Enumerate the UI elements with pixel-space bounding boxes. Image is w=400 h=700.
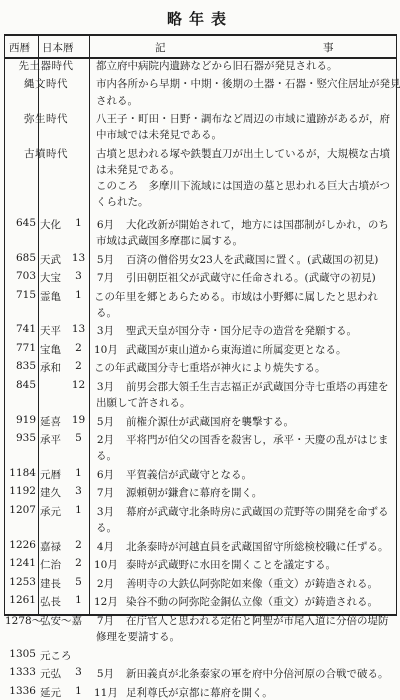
era-name: 元弘 (40, 668, 61, 680)
event-text: 前権介源仕が武蔵国府を襲撃する。 (126, 415, 294, 428)
event-text: 北条泰時が河越直員を武蔵国留守所総検校職に任ずる。 (126, 540, 389, 553)
era-year: 3 (75, 270, 82, 282)
event-month: 6月 (96, 468, 114, 481)
era-year: 5 (75, 575, 82, 588)
western-year: 935 (15, 432, 36, 445)
western-year: 1226 (9, 538, 36, 551)
western-year: 703 (15, 270, 36, 282)
event-month: 2月 (96, 577, 114, 590)
header-japanese-era: 日本暦 (42, 42, 74, 54)
event-text: る。 (96, 306, 117, 319)
era-year: 1 (75, 288, 82, 301)
western-year: 645 (15, 216, 36, 229)
event-month: 3月 (96, 325, 114, 338)
event-month: 3月 (96, 505, 114, 518)
event-month: 5月 (96, 253, 114, 266)
event-month: 6月 (96, 218, 114, 231)
event-text: 大化改新が開始されて，地方には国郡制がしかれ，のち (126, 218, 389, 231)
era-year: 1 (75, 503, 82, 516)
event-text: 市内各所から早期・中期・後期の土器・石器・竪穴住居址が発見 (96, 78, 400, 91)
period-name: 古墳時代 (24, 147, 68, 160)
western-year: 1305 (9, 647, 36, 660)
era-name: 霊亀 (40, 290, 61, 303)
western-year: 1192 (9, 485, 36, 498)
chronology-table (4, 34, 400, 699)
era-name: 延元 (40, 686, 61, 699)
event-month: 7月 (96, 272, 114, 284)
era-name: 元暦 (40, 468, 61, 481)
western-year: 771 (15, 341, 36, 354)
event-text: る。 (96, 450, 117, 463)
era-name: 承平 (40, 434, 61, 447)
western-year: 1333 (9, 666, 36, 678)
western-year: 1207 (9, 503, 36, 516)
event-text: 市域は武蔵国多摩郡に属する。 (96, 234, 243, 247)
event-text: る。 (96, 522, 117, 535)
period-name: 縄文時代 (24, 78, 68, 91)
header-western-year: 西暦 (9, 42, 30, 54)
era-name: 弘長 (40, 596, 61, 609)
era-year: 1 (75, 684, 82, 697)
era-name: 弘安～嘉 (40, 614, 82, 627)
era-year: 2 (75, 341, 82, 354)
era-year: 1 (75, 594, 82, 607)
event-month: 10月 (94, 343, 118, 356)
western-year: 1253 (9, 575, 36, 588)
table-header (5, 34, 396, 59)
event-text: 武蔵国分寺七重塔が神火により焼失する。 (126, 362, 326, 375)
era-year: 19 (71, 413, 86, 426)
event-text: 善明寺の大鉄仏阿弥陀如来像（重文）が鋳造される。 (126, 577, 378, 590)
event-text: 足利尊氏が京都に幕府を開く。 (126, 686, 273, 699)
event-month: 5月 (96, 668, 114, 680)
event-month: 4月 (96, 540, 114, 553)
event-month: 7月 (96, 487, 114, 500)
event-text: くられた。 (96, 196, 149, 209)
event-text: 武蔵国が東山道から東海道に所属変更となる。 (126, 343, 347, 356)
period-name: 先土器時代 (18, 60, 74, 72)
event-text: 平将門が伯父の国香を殺害し，承平・天慶の乱がはじま (126, 434, 389, 447)
western-year: 715 (15, 288, 36, 301)
western-year: 1261 (9, 594, 36, 607)
event-text: 前男会郡大領壬生吉志福正が武蔵国分寺七重塔の再建を (126, 380, 389, 393)
event-text: 在庁官人と思われる定佑と阿聖が市尾入道に分倍の堤防 (126, 614, 389, 627)
era-name: 天平 (40, 325, 61, 338)
western-year: 1278～ (5, 614, 43, 627)
era-name: 承和 (40, 362, 61, 375)
event-text: 都立府中病院内遺跡などから旧石器が発見される。 (96, 60, 338, 72)
era-year: 3 (75, 666, 82, 678)
western-year: 741 (15, 323, 36, 336)
era-name: 延喜 (40, 415, 61, 428)
event-text: 修理を要請する。 (96, 630, 180, 643)
event-text: 百済の僧俗男女23人を武蔵国に置く。(武蔵国の初見) (126, 253, 379, 266)
event-text: 中市域では未発見である。 (96, 129, 222, 142)
era-year: 3 (75, 485, 82, 498)
era-year: 2 (75, 360, 82, 373)
event-month: この年 (94, 290, 126, 303)
era-name: 大宝 (40, 272, 61, 284)
event-text: 八王子・町田・日野・調布など周辺の市域に遺跡があるが，府 (96, 112, 390, 125)
event-month: この年 (94, 362, 126, 375)
era-name: 建長 (40, 577, 61, 590)
event-month: 2月 (96, 434, 114, 447)
event-month: 5月 (96, 415, 114, 428)
era-name: 承元 (40, 505, 61, 518)
event-text: このころ 多摩川下流域には国造の墓と思われる巨大古墳がつ (96, 180, 390, 193)
event-text: 染谷不動の阿弥陀金銅仏立像（重文）が鋳造される。 (126, 596, 378, 609)
era-year: 12 (71, 378, 86, 391)
event-text: 出願して許される。 (96, 397, 191, 410)
era-name: 元ころ (40, 649, 72, 662)
western-year: 835 (15, 360, 36, 373)
event-month: 10月 (94, 559, 118, 572)
event-month: 11月 (94, 686, 118, 699)
event-text: 幕府が武蔵守北条時房に武蔵国の荒野等の開発を命ずる (126, 505, 389, 518)
era-year: 13 (71, 251, 86, 264)
event-text: 平賀義信が武蔵守となる。 (126, 468, 252, 481)
event-text: 引田朝臣祖父が武蔵守に任命される。(武蔵守の初見) (126, 272, 376, 284)
event-month: 12月 (94, 596, 118, 609)
era-year: 1 (75, 466, 82, 479)
western-year: 685 (15, 251, 36, 264)
era-year: 1 (75, 216, 82, 229)
western-year: 1336 (9, 684, 36, 697)
header-record: 記 (155, 42, 166, 54)
western-year: 1184 (9, 466, 36, 479)
era-name: 宝亀 (40, 343, 61, 356)
era-year: 13 (71, 323, 86, 336)
era-name: 建久 (40, 487, 61, 500)
event-text: 里を郷とあらためる。市域は小野郷に属したと思われ (126, 290, 378, 303)
era-year: 2 (75, 557, 82, 570)
era-name: 仁治 (40, 559, 61, 572)
header-event: 事 (323, 42, 334, 54)
era-year: 5 (75, 432, 82, 445)
column-divider-era (89, 34, 90, 614)
era-name: 嘉禄 (40, 540, 61, 553)
event-text: 聖武天皇が国分寺・国分尼寺の造営を発願する。 (126, 325, 357, 338)
western-year: 1241 (9, 557, 36, 570)
page-title: 略年表 (166, 10, 233, 28)
event-text: 源頼朝が鎌倉に幕府を開く。 (126, 487, 263, 500)
period-name: 弥生時代 (24, 112, 68, 125)
western-year: 845 (15, 378, 36, 391)
era-name: 天武 (40, 253, 61, 266)
event-text: 新田義貞が北条泰家の軍を府中分倍河原の合戦で破る。 (126, 668, 389, 680)
event-month: 3月 (96, 380, 114, 393)
event-text: 泰時が武蔵野に水田を開くことを議定する。 (126, 559, 336, 572)
event-text: される。 (96, 94, 138, 107)
era-name: 大化 (40, 218, 61, 231)
event-text: 古墳と思われる塚や鉄製直刀が出土しているが，大規模な古墳 (96, 147, 390, 160)
western-year: 919 (15, 413, 36, 426)
event-text: は未発見である。 (96, 163, 180, 176)
event-month: 7月 (96, 614, 114, 627)
era-year: 2 (75, 538, 82, 551)
